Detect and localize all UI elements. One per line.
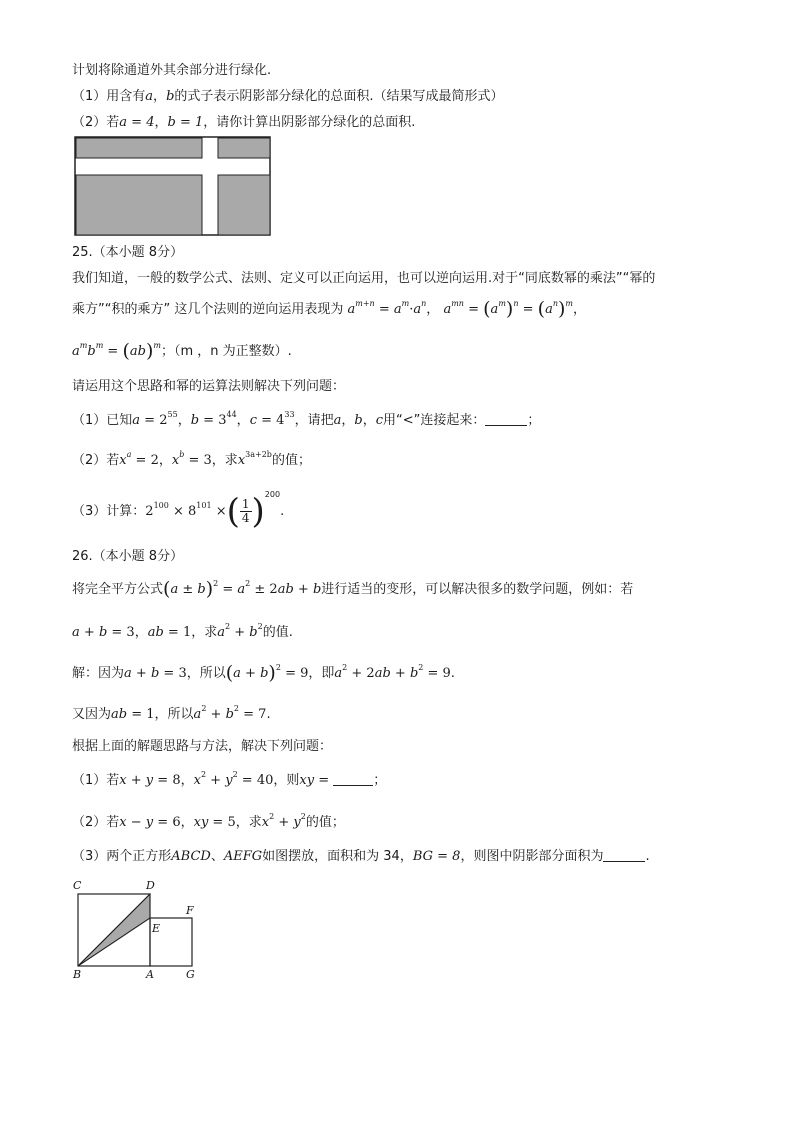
- squares-figure: [70, 876, 210, 982]
- q26-part1: （1）若x + y = 8，$x^2 + y^2 = 40$，则xy = ；: [72, 770, 387, 788]
- label-a: A: [146, 968, 154, 981]
- label-b: B: [73, 968, 82, 981]
- intro-text: 计划将除通道外其余部分进行绿化.: [72, 63, 272, 78]
- shaded-region-bottom-left: [76, 175, 202, 235]
- diagonal-bd: [78, 894, 150, 966]
- q25-part3: （3）计算：$2^{100} \times 8^{101}$ ×( $\frac{1}{4}$ )$^{200}$.: [72, 490, 285, 532]
- q25-header: 25.（本小题 8分）: [72, 245, 184, 260]
- label-g: G: [186, 968, 195, 981]
- shaded-region-bottom-right: [218, 175, 270, 235]
- q25-intro-line1: 我们知道，一般的数学公式、法则、定义可以正向运用，也可以逆向运用.对于“同底数幂的乘法”“幂的: [72, 271, 656, 286]
- q26-p1-answer-blank[interactable]: [333, 785, 373, 786]
- shaded-region-top-right: [218, 138, 270, 158]
- q26-part2: （2）若x − y = 6，xy = 5，求$x^2 + y^2$的值；: [72, 812, 345, 830]
- q25-intro-line2: 乘方”“积的乘方” 这几个法则的逆向运用表现为 $a^{m+n} = a^m\cdot a^n$， $a^{mn} = (a^m)^n = (a^n)^m$，: [72, 298, 587, 320]
- fraction-one-quarter: $\frac{1}{4}$: [241, 497, 250, 525]
- q25-intro-line3: $a^mb^m = (ab)^m$；（m ，n 为正整数）.: [72, 340, 292, 362]
- segment-be: [78, 918, 150, 966]
- q25-part2: （2）若$x^a = 2$，$x^b = 3$，求$x^{3a+2b}$的值；: [72, 450, 311, 468]
- q25-instruction: 请运用这个思路和幂的运算法则解决下列问题：: [72, 379, 346, 394]
- shaded-region-top-left: [76, 138, 202, 158]
- label-f: F: [186, 904, 194, 917]
- label-c: C: [73, 879, 82, 892]
- garden-figure: [74, 136, 272, 237]
- q24-part1: （1）用含有a，b的式子表示阴影部分绿化的总面积.（结果写成最简形式）: [72, 89, 504, 104]
- q26-header: 26.（本小题 8分）: [72, 549, 184, 564]
- q26-p3-answer-blank[interactable]: [603, 861, 645, 862]
- q26-solution-line1: 解：因为a + b = 3，所以$(a + b)^2 = 9$，即$a^2 + 2ab + b^2 = 9$.: [72, 662, 455, 684]
- q26-part3: （3）两个正方形ABCD、AEFG如图摆放，面积和为 34，BG = 8，则图中阴影部分面积为 .: [72, 849, 650, 864]
- q24-part2: （2）若a = 4，b = 1，请你计算出阴影部分绿化的总面积.: [72, 115, 416, 130]
- q25-p1-answer-blank[interactable]: [485, 425, 527, 426]
- q26-example-condition: a + b = 3，ab = 1，求$a^2 + b^2$的值.: [72, 622, 293, 640]
- q26-intro: 将完全平方公式$(a \pm b)^2 = a^2 \pm 2ab + b$进行适当的变形，可以解决很多的数学问题，例如：若: [72, 578, 634, 600]
- q26-solution-line2: 又因为ab = 1，所以$a^2 + b^2 = 7$.: [72, 704, 271, 722]
- label-d: D: [146, 879, 155, 892]
- label-e: E: [152, 922, 161, 935]
- q26-instruction: 根据上面的解题思路与方法，解决下列问题：: [72, 739, 333, 754]
- q25-part1: （1）已知$a = 2^{55}$，$b = 3^{44}$，$c = 4^{33}$，请把a，b，c用“<”连接起来： ；: [72, 410, 541, 428]
